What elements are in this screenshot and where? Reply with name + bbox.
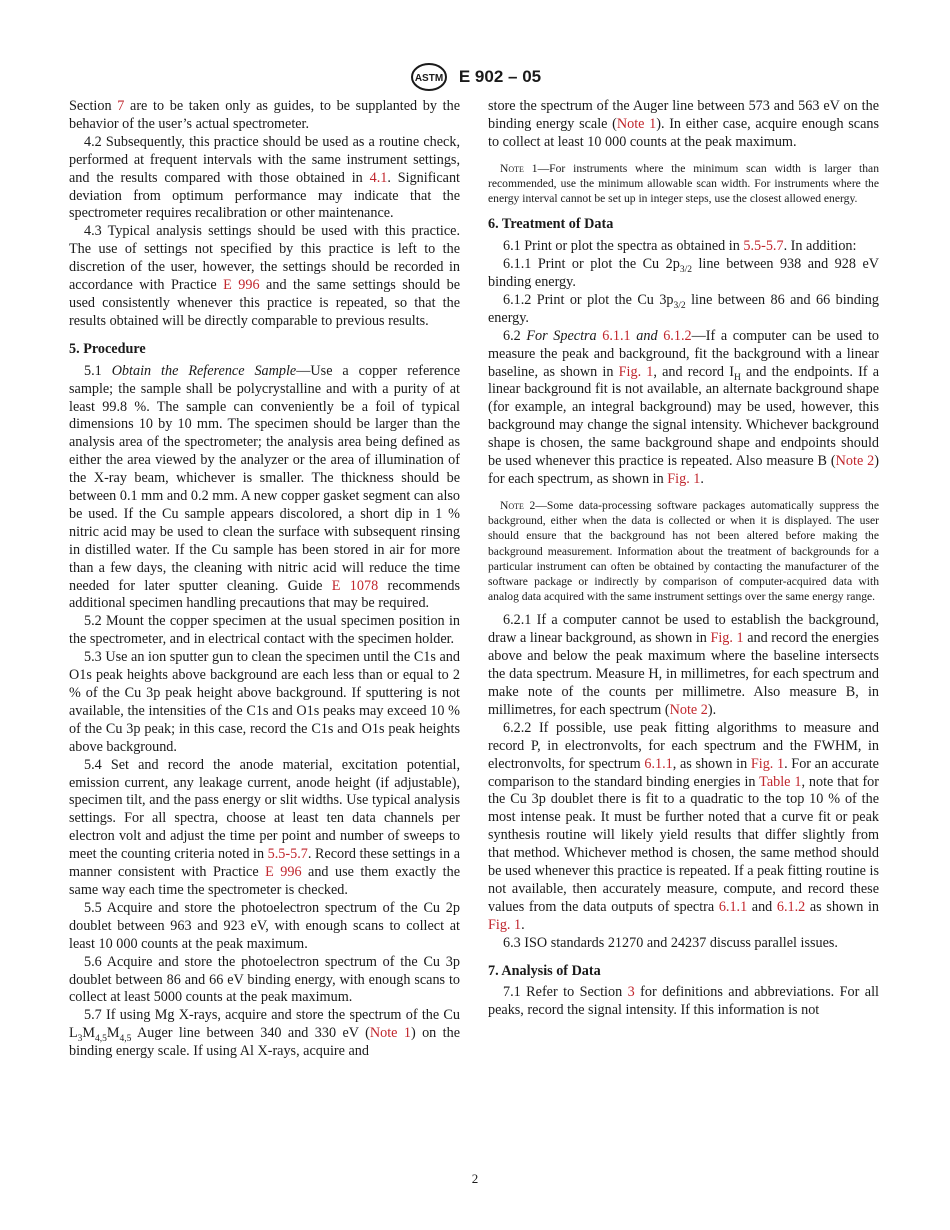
ref-fig1-link-4[interactable]: Fig. 1: [750, 755, 785, 772]
right-column: [488, 98, 879, 1020]
astm-logo-icon: [409, 62, 449, 92]
ref-6-1-1-link-2[interactable]: 6.1.1: [644, 755, 673, 772]
ref-table1-link[interactable]: Table 1: [759, 773, 802, 790]
ref-fig1-link-2[interactable]: Fig. 1: [667, 471, 701, 488]
heading-treatment-of-data: 6. Treatment of Data: [488, 216, 614, 233]
svg-text:ASTM: ASTM: [414, 73, 444, 84]
paragraph-5-1: 5.1 Obtain the Reference Sample—Use a copper reference sample; the sample shall be polycrystalline and with a purity of at least 99.8 %. The sample can conveniently be a foil of typical dimensions 10 by 10 mm. The specimen should be larger than the analysis area of the spectrometer; the analysis area being defined as either the area viewed by the analyzer or the area of illumination of the X-ray beam, whichever is smaller. The thickness should be between 0.1 mm and 0.2 mm. A new copper gasket segment can also be used. If the Cu sample appears discolored, a short dip in 1 % nitric acid may be used to clean the surface with subsequent rinsing in distilled water. If the Cu sample has been stored in air for more than a few days, the cleaning with nitric acid will reduce the time needed for later sputter cleaning. Guide E 1078 recommends additional specimen handling precautions that may be required.: [69, 362, 460, 612]
ref-6-1-1-link-3[interactable]: 6.1.1: [718, 898, 748, 915]
paragraph-6-3: 6.3 ISO standards 21270 and 24237 discuss parallel issues.: [503, 934, 838, 951]
paragraph-5-5: 5.5 Acquire and store the photoelectron spectrum of the Cu 2p doublet between 963 and 923 eV, with enough scans to collect at least 10 000 counts at the peak maximum.: [69, 899, 460, 952]
ref-4-1-link[interactable]: 4.1: [369, 169, 388, 186]
standard-designation: E 902 – 05: [458, 67, 542, 86]
ref-e996-link[interactable]: E 996: [223, 277, 260, 294]
paragraph-6-1-1: 6.1.1 Print or plot the Cu $2p_{3/2}$ line between 938 and 928 eV binding energy.: [488, 256, 879, 291]
paragraph-5-7: 5.7 If using Mg X-rays, acquire and store the spectrum of the Cu $L_3M_{4,5}M_{4,5}$ Auger line between 340 and 330 eV (Note 1) on the binding energy scale. If using Al X-rays, acquire and: [69, 1007, 460, 1060]
paragraph-5-4: 5.4 Set and record the anode material, excitation potential, emission current, any leakage current, anode height (if adjustable), specimen tilt, and the pass energy or slit widths. Use typical analysis settings. For all spectra, choose at least ten data channels per electron volt and adjust the time per point and number of sweeps to meet the counting criteria noted in 5.5-5.7. Record these settings in a manner consistent with Practice E 996 and use them exactly the same way each time the spectrometer is checked.: [69, 756, 460, 898]
ref-note2-link[interactable]: Note 2: [835, 453, 875, 470]
ref-section3-link[interactable]: 3: [627, 984, 635, 1001]
paragraph-section7-note: Section 7 are to be taken only as guides, to be supplanted by the behavior of the user’s actual spectrometer.: [69, 98, 461, 132]
paragraph-6-2-1: 6.2.1 If a computer cannot be used to establish the background, draw a linear background, as shown in Fig. 1 and record the energies above and below the peak maximum where the baseline intersects the data spectrum. Measure H, in millimetres, for each spectrum and make note of the counts per millimetre. Also measure B, in millimetres, for each spectrum (Note 2).: [488, 612, 879, 718]
ref-note1-link-2[interactable]: Note 1: [616, 115, 657, 132]
ref-fig1-link-3[interactable]: Fig. 1: [710, 630, 744, 647]
paragraph-4-3: 4.3 Typical analysis settings should be used with this practice. The use of settings not specified by this practice is left to the discretion of the user, however, the settings should be recorded in accordance with Practice E 996 and the same settings should be used consistently whenever this practice is repeated, so that the results obtained will be directly comparable to previous results.: [69, 223, 460, 329]
paragraph-6-1-2: 6.1.2 Print or plot the Cu $3p_{3/2}$ line between 86 and 66 binding energy.: [488, 291, 879, 326]
paragraph-5-3: 5.3 Use an ion sputter gun to clean the specimen until the C1s and O1s peak heights above background are each less than or equal to 2 % of the Cu 3p peak height above background. If sputtering is not available, the intensities of the C1s and O1s peaks may exceed 10 % of the Cu 3p peak; in this case, record the C1s and O1s peak heights above background.: [69, 649, 460, 755]
ref-5-5-5-7-link[interactable]: 5.5-5.7: [267, 846, 308, 863]
heading-analysis-of-data: 7. Analysis of Data: [488, 962, 601, 979]
paragraph-5-7-cont: store the spectrum of the Auger line between 573 and 563 eV on the binding energy scale (Note 1). In either case, acquire enough scans to collect at least 10 000 counts at the peak maximum.: [488, 98, 879, 150]
ref-6-1-1-link[interactable]: 6.1.1: [602, 327, 631, 344]
ref-e1078-link[interactable]: E 1078: [331, 577, 379, 594]
ref-note2-link-2[interactable]: Note 2: [669, 701, 708, 718]
paragraph-7-1: 7.1 Refer to Section 3 for definitions and abbreviations. For all peaks, record the signal intensity. If this information is not: [488, 984, 879, 1019]
ref-6-1-2-link[interactable]: 6.1.2: [663, 327, 692, 344]
page-number: 2: [471, 1171, 479, 1186]
ref-6-1-2-link-2[interactable]: 6.1.2: [776, 898, 806, 915]
paragraph-5-6: 5.6 Acquire and store the photoelectron spectrum of the Cu 3p doublet between 86 and 66 eV binding energy, with enough scans to collect at least 5000 counts at the peak maximum.: [69, 953, 460, 1006]
paragraph-6-2-2: 6.2.2 If possible, use peak fitting algorithms to measure and record P, in electronvolts, for each spectrum and the FWHM, in electronvolts, for spectrum 6.1.1, as shown in Fig. 1. For an accurate comparison to the standard binding energies in Table 1, note that for the Cu 3p doublet there is fit to a quadratic to the top 10 % of the most intense peak. It must be further noted that a curve fit or peak synthesis routine will likely yield results that differ slightly from that method. Whichever method is chosen, the same method should be used whenever this practice is repeated. If a peak fitting routine is not available, then accurately measure, compute, and record these values from the data outputs of spectra 6.1.1 and 6.1.2 as shown in Fig. 1.: [488, 719, 879, 933]
paragraph-4-2: 4.2 Subsequently, this practice should be used as a routine check, performed at frequent intervals with the same instrument settings, and the results compared with those obtained in 4.1. Significant deviation from optimum performance may indicate that the spectrometer requires recalibration or other maintenance.: [69, 133, 460, 222]
note-1: Note 1—For instruments where the minimum scan width is larger than recommended, use the minimum allowable scan width. For instruments where the energy interval cannot be set up in integer steps, use the closest allowed energy.: [488, 161, 879, 206]
left-column: [69, 98, 460, 1061]
ref-5-5-5-7-link-2[interactable]: 5.5-5.7: [743, 238, 784, 255]
paragraph-5-2: 5.2 Mount the copper specimen at the usual specimen position in the spectrometer, and in electrical contact with the specimen holder.: [69, 613, 460, 648]
section-7-link[interactable]: 7: [117, 98, 125, 114]
ref-note1-link[interactable]: Note 1: [369, 1025, 411, 1042]
paragraph-6-2: 6.2 For Spectra 6.1.1 and 6.1.2—If a computer can be used to measure the peak and background, fit the background with a linear baseline, as shown in Fig. 1, and record $I_H$ and the endpoints. If a linear background fit is not available, an alternate background shape (for example, an integral background) may be used, however, this background may change the signal intensity. Whichever background shape is chosen, the same background shape and endpoints should be used whenever this practice is repeated. Also measure B (Note 2) for each spectrum, as shown in Fig. 1.: [488, 327, 880, 488]
paragraph-6-1: 6.1 Print or plot the spectra as obtained in 5.5-5.7. In addition:: [503, 238, 857, 255]
ref-fig1-link[interactable]: Fig. 1: [618, 363, 654, 380]
ref-e996-link-2[interactable]: E 996: [265, 864, 302, 881]
note-2: Note 2—Some data-processing software packages automatically suppress the background, either when the data is collected or when it is displayed. The user should ensure that the background has not been altered before making the background measurement. Information about the treatment of backgrounds for a particular instrument can often be obtained by contacting the manufacturer of the software package or indirectly by comparison of computer-acquired data with analog data acquired with the same instrument settings over the same energy range.: [488, 498, 879, 604]
page-header: [0, 62, 950, 92]
heading-procedure: 5. Procedure: [69, 340, 146, 357]
ref-fig1-link-5[interactable]: Fig. 1: [488, 916, 522, 933]
